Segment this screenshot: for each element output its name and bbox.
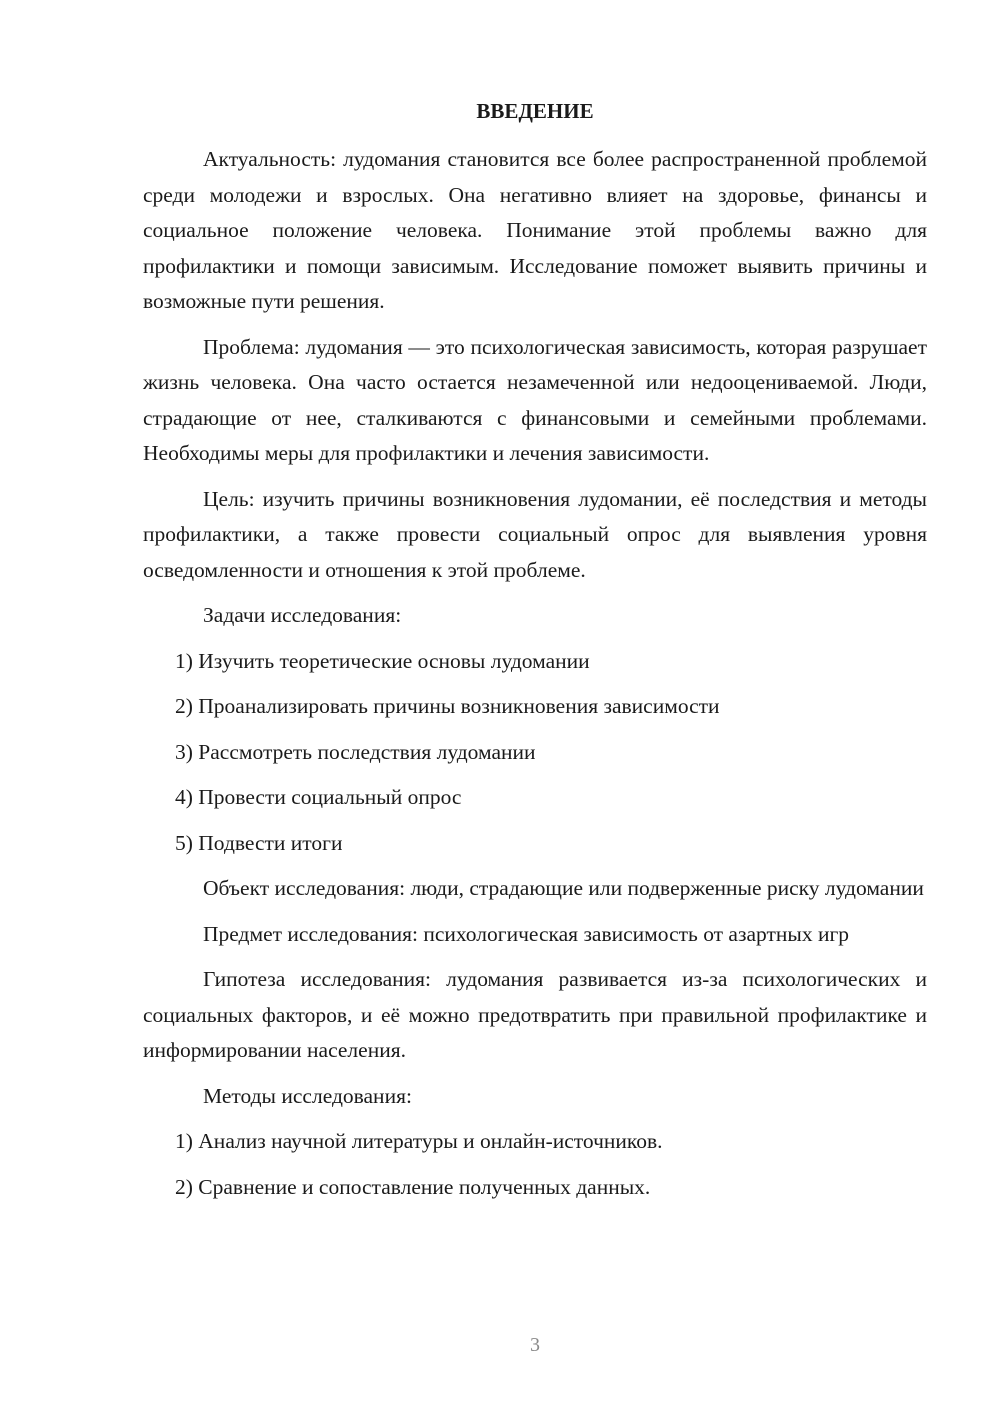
methods-list	[143, 1124, 927, 1205]
relevance-paragraph: Актуальность: лудомания становится все более распространенной проблемой среди молодежи и взрослых. Она негативно влияет на здоровье, финансы и социальное положение человека. Понимание этой проблемы важно для профилактики и помощи зависимым. Исследование поможет выявить причины и возможные пути решения.	[143, 147, 927, 313]
task-item: 5) Подвести итоги	[175, 830, 343, 855]
task-item: 2) Проанализировать причины возникновения зависимости	[175, 694, 720, 718]
goal-paragraph: Цель: изучить причины возникновения лудомании, её последствия и методы профилактики, а также провести социальный опрос для выявления уровня осведомленности и отношения к этой проблеме.	[143, 486, 927, 582]
page-number: 3	[530, 1334, 540, 1356]
tasks-list	[143, 644, 927, 862]
task-item: 3) Рассмотреть последствия лудомании	[175, 739, 536, 764]
task-item: 1) Изучить теоретические основы лудомании	[175, 648, 590, 673]
subject-paragraph: Предмет исследования: психологическая зависимость от азартных игр	[203, 921, 850, 946]
methods-heading: Методы исследования:	[203, 1083, 412, 1108]
method-item: 1) Анализ научной литературы и онлайн-источников.	[175, 1129, 663, 1153]
task-item: 4) Провести социальный опрос	[175, 785, 462, 809]
object-paragraph: Объект исследования: люди, страдающие или подверженные риску лудомании	[203, 876, 924, 900]
document-page	[143, 0, 927, 1414]
method-item: 2) Сравнение и сопоставление полученных данных.	[175, 1174, 651, 1199]
document-body	[143, 142, 927, 1215]
hypothesis-paragraph: Гипотеза исследования: лудомания развивается из-за психологических и социальных факторов, и её можно предотвратить при правильной профилактике и информировании населения.	[143, 967, 927, 1062]
problem-paragraph: Проблема: лудомания — это психологическая зависимость, которая разрушает жизнь человека. Она часто остается незамеченной или недооцениваемой. Люди, страдающие от нее, сталкиваются с финансовыми и семейными проблемами. Необходимы меры для профилактики и лечения зависимости.	[143, 334, 927, 465]
page-title: ВВЕДЕНИЕ	[476, 99, 594, 123]
tasks-heading: Задачи исследования:	[203, 603, 402, 627]
